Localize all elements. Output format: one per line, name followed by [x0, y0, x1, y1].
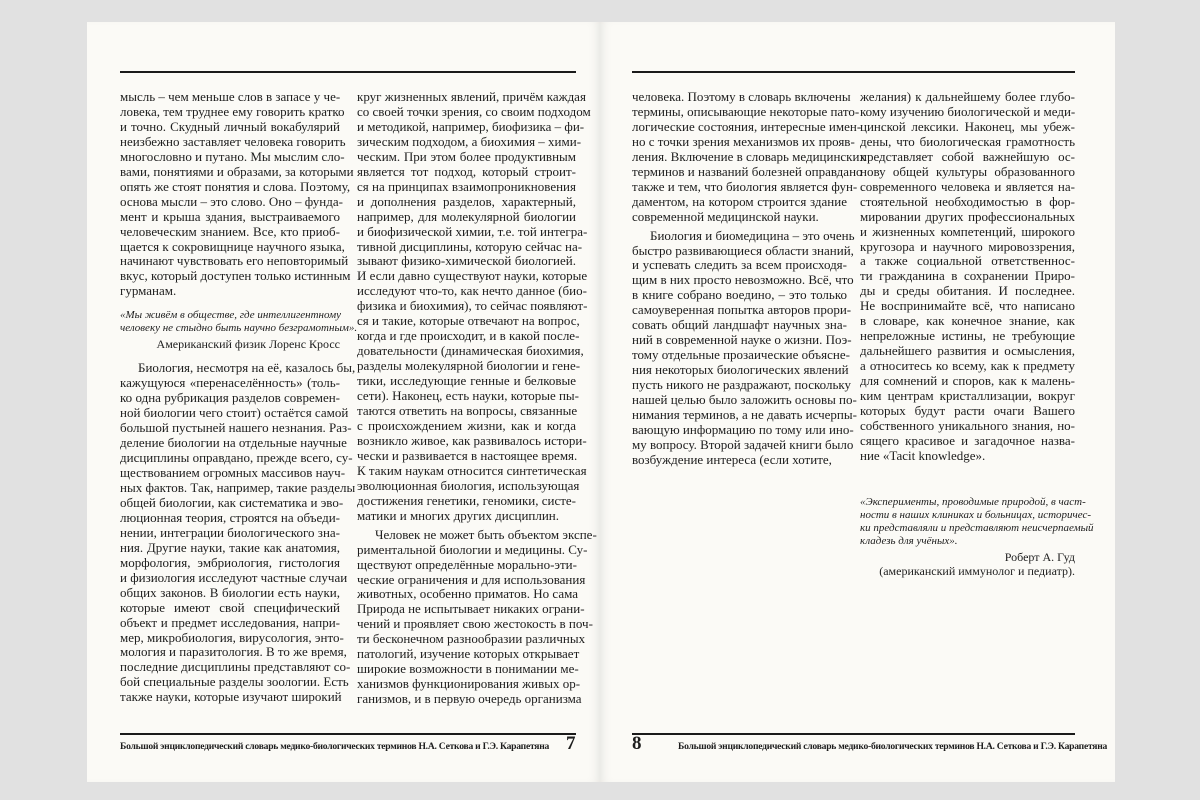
text-line: гурманам. — [120, 283, 177, 299]
text-line: дисциплины оправдано, прежде всего, су- — [120, 450, 353, 466]
text-line: ханизмов функционирования живых ор- — [357, 676, 581, 692]
text-line: логические состояния, интересные имен- — [632, 118, 862, 134]
text-line: которых будут расти очаги Вашего — [860, 403, 1075, 419]
text-line: достижения генетики, геномики, систе- — [357, 492, 577, 508]
text-line: современного человека и является на- — [860, 178, 1075, 194]
quote-author: (американский иммунолог и педиатр). — [879, 563, 1075, 578]
text-line: пусть никого не раздражают, поскольку — [632, 377, 852, 393]
text-line: желания) к дальнейшему более глубо- — [860, 89, 1075, 104]
text-line: люционная теория, строятся на объеди- — [120, 509, 340, 525]
text-line: эволюционная биология, использующая — [357, 477, 580, 493]
right-page — [600, 22, 1115, 782]
text-line: ко одна рубрикация разделов современ- — [120, 390, 340, 406]
text-line: ся на принципах взаимопроникновения — [357, 178, 576, 194]
text-line: большой пустыней нашего незнания. Раз- — [120, 420, 352, 436]
running-footer: Большой энциклопедический словарь медико-биологических терминов Н.А. Сеткова и Г.Э. Карапетяна — [120, 741, 550, 752]
text-line: животных, особенно приматов. Но сама — [357, 586, 579, 602]
text-line: ние «Tacit knowledge». — [860, 447, 986, 463]
text-line: сящего красивое и загадочное назва- — [860, 432, 1075, 448]
text-line: и успевать следить за всем происходя- — [632, 257, 847, 273]
text-line: ния. Другие науки, такие как анатомия, — [120, 539, 340, 555]
text-line: мер, микробиология, вирусология, энто- — [120, 629, 344, 645]
text-line: Биология, несмотря на её, казалось бы, — [138, 360, 356, 376]
text-line: щим в них просто невозможно. Всё, что — [632, 272, 854, 288]
text-line: ний в современной науке о жизни. Поэ- — [632, 332, 852, 348]
paragraph — [120, 89, 354, 299]
text-line: мент и крыша здания, выстраиваемого — [120, 208, 340, 224]
text-line: риментальной биологии и медицины. Су- — [357, 541, 588, 557]
text-line: многословно и путано. Мы мыслим сло- — [120, 148, 345, 164]
text-line: кажущуюся «перенаселённость» (толь- — [120, 375, 340, 391]
text-line: термины, описывающие некоторые пато- — [632, 103, 860, 119]
text-line: но с точки зрения механизмов их прояв- — [632, 133, 855, 149]
text-line: нении, интеграции биологического зна- — [120, 524, 340, 540]
text-line: тивной дисциплины, которую сейчас на- — [357, 238, 583, 254]
paragraph — [632, 89, 866, 225]
text-line: основа мысли – это слово. Оно – фунда- — [120, 193, 343, 209]
paragraph — [357, 89, 591, 524]
text-line: исследуют что-то, как нечто данное (био- — [357, 283, 587, 299]
text-line: нимания терминов, а не давать исчерпы- — [632, 407, 857, 423]
text-line: для сомнений и споров, как к малень- — [860, 373, 1075, 389]
text-line: опять же стоят понятия и слова. Поэтому, — [120, 178, 351, 194]
paragraph — [120, 360, 356, 705]
text-line: ти бесконечном разнообразии различных — [357, 631, 586, 647]
text-line: в книге собрано воедино, – это только — [632, 287, 847, 303]
text-line: также науки, которые изучают широкий — [120, 689, 342, 705]
header-rule — [632, 71, 1075, 73]
text-line: а относитесь ко всему, как к предмету — [860, 358, 1075, 374]
text-line: широкие возможности в понимании ме- — [357, 661, 579, 677]
text-line: ществуют определённые морально-эти- — [357, 556, 577, 572]
text-line: Биология и биомедицина – это очень — [650, 227, 855, 243]
text-line: разделы молекулярной биологии и гене- — [357, 358, 581, 374]
text-line: мысль – чем меньше слов в запасе у че- — [120, 89, 341, 104]
text-line: «Эксперименты, проводимые природой, в част- — [860, 495, 1086, 508]
text-line: деление биологии на отдельные научные — [120, 435, 347, 451]
text-line: и жизненных компетенций, широкого — [860, 223, 1075, 239]
text-line: совать общий ландшафт научных зна- — [632, 317, 847, 333]
text-line: возбуждение интереса (если хотите, — [632, 451, 832, 467]
text-line: объект и предмет исследования, напри- — [120, 614, 340, 630]
text-line: самоуверенная попытка авторов прори- — [632, 302, 852, 318]
text-line: ной биологии чего стоит) остаётся самой — [120, 405, 349, 421]
text-line: нашей целью было заложить основы по- — [632, 392, 857, 408]
text-line: ды и среды обитания. И последнее. — [860, 283, 1075, 299]
text-line: ных фактов. Так, например, такие разделы — [120, 479, 356, 495]
text-line: а также социальной ответственнос- — [860, 253, 1075, 269]
text-line: в словаре, как конечное знание, как — [860, 313, 1075, 329]
text-line: человеку не стыдно быть научно безграмотным». — [120, 322, 358, 335]
text-line: например, для молекулярной биологии — [357, 208, 576, 224]
text-line: И если давно существуют науки, которые — [357, 268, 588, 284]
text-line: бой специальные разделы зоологии. Есть — [120, 674, 349, 690]
text-line: неизбежно заставляет человека говорить — [120, 133, 346, 149]
text-line: цинской лексики. Наконец, мы убеж- — [860, 118, 1075, 134]
text-line: общих законов. В биологии есть науки, — [120, 584, 340, 600]
text-line: терминов и названий болезней оправдано — [632, 163, 863, 179]
text-line: представляет собой важнейшую ос- — [860, 148, 1075, 164]
page-number: 7 — [566, 733, 576, 754]
column-2 — [860, 89, 1094, 578]
page-number: 8 — [632, 733, 642, 754]
text-line: начинают чувствовать его неповторимый — [120, 253, 349, 269]
text-line: ности в наших клиниках и больницах, историчес- — [860, 508, 1092, 521]
column-1 — [632, 89, 866, 472]
text-line: и точно. Скудный личный вокабулярий — [120, 118, 340, 134]
text-line: современной медицинской науки. — [632, 208, 819, 224]
quote — [120, 309, 358, 335]
text-line: Человек не может быть объектом экспе- — [375, 526, 597, 542]
paragraph — [632, 227, 857, 468]
text-line: непреложные истины, не требующие — [860, 328, 1075, 344]
text-line: дальнейшего развития и осмысления, — [860, 343, 1075, 359]
text-line: физика и биохимия), то сейчас появляют- — [357, 298, 588, 314]
text-line: собственного уникального знания, но- — [860, 417, 1075, 433]
running-footer: Большой энциклопедический словарь медико-биологических терминов Н.А. Сеткова и Г.Э. Карапетяна — [678, 741, 1108, 752]
text-line: Не воспринимайте всё, что написано — [860, 298, 1075, 314]
column-1 — [120, 89, 358, 709]
text-line: вкус, который доступен только истинным — [120, 268, 351, 284]
left-page — [87, 22, 600, 782]
text-line: круг жизненных явлений, причём каждая — [357, 89, 586, 104]
text-line: «Мы живём в обществе, где интеллигентному — [120, 309, 341, 322]
text-line: му вопросу. Второй задачей книги было — [632, 436, 854, 452]
text-line: ществованием огромных массивов науч- — [120, 465, 346, 481]
quote — [860, 495, 1094, 548]
text-line: со своей точки зрения, со своим подходом — [357, 103, 591, 119]
text-line: тому отдельные прозаические объясне- — [632, 347, 850, 363]
text-line: также и тем, что биология является фун- — [632, 178, 858, 194]
text-line: и дополнения разделов, характерный, — [357, 193, 576, 209]
text-line: даментом, на котором строится здание — [632, 193, 847, 209]
text-line: чески и развивается в настоящее время. — [357, 447, 578, 463]
text-line: ческие ограничения и для использования — [357, 571, 586, 587]
text-line: ческим. При этом более продуктивным — [357, 148, 576, 164]
text-line: довательности (динамическая биохимия, — [357, 343, 584, 359]
text-line: ловека, тем труднее ему говорить кратко — [120, 103, 345, 119]
text-line: вами, понятиями и образами, за которыми — [120, 163, 354, 179]
quote-author: Американский физик Лоренс Кросс — [156, 337, 340, 352]
text-line: зическим подходом, а биохимия – хими- — [357, 133, 582, 149]
text-line: общей биологии, как систематика и эво- — [120, 494, 344, 510]
text-line: ся и такие, которые отвечают на вопрос, — [357, 313, 580, 329]
text-line: патологий, изучение которых открывает — [357, 646, 580, 662]
text-line: нову общей культуры образованного — [860, 163, 1075, 179]
text-line: возникло живое, как развивалось истори- — [357, 432, 587, 448]
text-line: когда и где происходит, и в какой после- — [357, 328, 580, 344]
text-line: вающую информацию по тому или ино- — [632, 421, 854, 437]
paragraph — [860, 90, 1075, 464]
text-line: ганизмов, и в первую очередь организма — [357, 691, 582, 707]
text-line: морфология, эмбриология, гистология — [120, 554, 340, 570]
text-line: чений и проявляет свою жестокость в поч- — [357, 616, 593, 632]
text-line: матики и многих других дисциплин. — [357, 507, 560, 523]
text-line: человека. Поэтому в словарь включены — [632, 89, 851, 104]
text-line: К таким наукам относится синтетическая — [357, 462, 587, 478]
footer-rule — [120, 733, 576, 735]
column-2 — [357, 89, 597, 711]
text-line: стоятельной необходимостью в фор- — [860, 193, 1075, 209]
text-line: Природа не испытывает никаких ограни- — [357, 601, 585, 617]
text-line: мировании других профессиональных — [860, 208, 1075, 224]
quote-author: Роберт А. Гуд — [1004, 549, 1075, 564]
text-line: дены, что биологическая грамотность — [860, 133, 1075, 149]
text-line: последние дисциплины представляют со- — [120, 659, 351, 675]
text-line: мология и паразитология. В то же время, — [120, 644, 347, 660]
header-rule — [120, 71, 576, 73]
text-line: кругозора и научного мировоззрения, — [860, 238, 1075, 254]
text-line: и физиология исследуют частные случаи — [120, 569, 348, 585]
text-line: ления. Включение в словарь медицинских — [632, 148, 866, 164]
text-line: ким центрам кристаллизации, вокруг — [860, 388, 1075, 404]
text-line: и методикой, например, биофизика – фи- — [357, 118, 585, 134]
text-line: с происхождением жизни, как и когда — [357, 417, 576, 433]
text-line: человеческим знанием. Все, кто приоб- — [120, 223, 340, 239]
text-line: ки представляли и представляют неисчерпаемый — [860, 521, 1094, 534]
text-line: тики, исследующие генные и белковые — [357, 373, 576, 389]
text-line: является тот подход, который строит- — [357, 163, 576, 179]
text-line: ти гражданина в сохранении Приро- — [860, 268, 1075, 284]
footer-rule — [632, 733, 1075, 735]
text-line: ния некоторых биологических явлений — [632, 362, 849, 378]
text-line: сети). Наконец, есть науки, которые пы- — [357, 388, 579, 404]
text-line: щается к сокровищнице научного языка, — [120, 238, 345, 254]
text-line: кому изучению биологической и меди- — [860, 103, 1076, 119]
text-line: таются ответить на вопросы, связанные — [357, 403, 578, 419]
text-line: быстро развивающиеся области знаний, — [632, 242, 854, 258]
text-line: кладезь для учёных». — [860, 534, 958, 547]
text-line: которые имеют свой специфический — [120, 599, 340, 615]
paragraph — [357, 526, 597, 707]
text-line: зывают физико-химической биологией. — [357, 253, 576, 269]
text-line: и биофизической химии, т.е. той интегра- — [357, 223, 588, 239]
